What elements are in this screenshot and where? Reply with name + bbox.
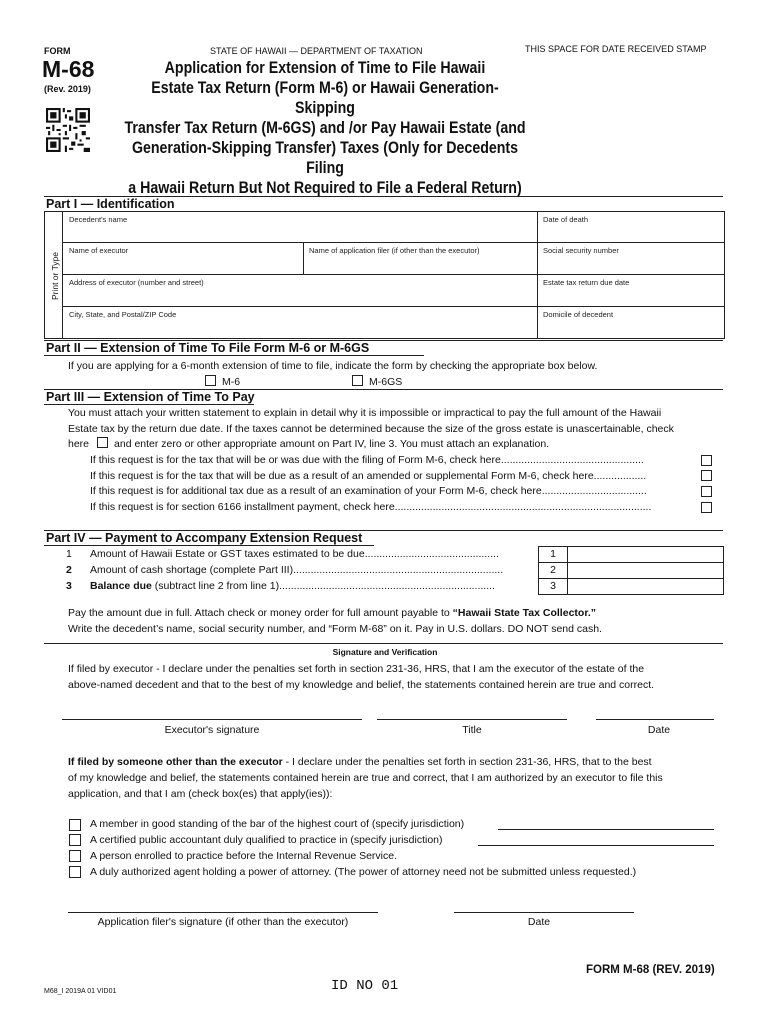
executor-signature-label: Executor's signature: [164, 724, 260, 736]
box-2-label: 2: [550, 564, 556, 576]
filer-date-line[interactable]: [454, 912, 634, 913]
footer-code: M68_I 2019A 01 VID01: [44, 988, 117, 995]
irs-enrolled-checkbox[interactable]: [69, 850, 81, 862]
box-1-label: 1: [550, 548, 556, 560]
filer-option: A duly authorized agent holding a power of attorney. (The power of attorney need not be submitted unless requested.): [90, 866, 637, 878]
part3-item: If this request is for section 6166 installment payment, check here........................................................................................: [90, 500, 652, 513]
filer-option: A person enrolled to practice before the Internal Revenue Service.: [90, 850, 398, 862]
part3-item: If this request is for the tax that will be or was due with the filing of Form M-6, check here.................................................: [90, 454, 644, 466]
here-rest-text: and enter zero or other appropriate amount on Part IV, line 3. You must attach an explanation.: [114, 438, 550, 450]
executor-signature-line[interactable]: [62, 719, 362, 720]
part3-paragraph: [68, 406, 674, 453]
m6gs-label: M-6GS: [369, 376, 403, 388]
part2-title: Part II — Extension of Time To File Form M-6 or M-6GS: [46, 341, 370, 355]
form-title: [90, 58, 560, 198]
city-state-zip-field[interactable]: City, State, and Postal/ZIP Code: [69, 310, 177, 319]
executor-decl-line: If filed by executor - I declare under the penalties set forth in section 231-36, HRS, that I am the executor of the estate of the: [68, 663, 645, 675]
form-number: M-68: [42, 56, 95, 82]
other-declaration: [68, 754, 728, 802]
box-divider: [539, 578, 567, 579]
title-line: a Hawaii Return But Not Required to File a Federal Return): [128, 179, 522, 197]
pay-line-1: [68, 607, 596, 619]
ssn-field[interactable]: Social security number: [543, 246, 619, 255]
m6-label: M-6: [222, 376, 241, 388]
executor-declaration: [68, 661, 654, 693]
title-line: Transfer Tax Return (M-6GS) and /or Pay Hawaii Estate (and: [124, 119, 526, 137]
part2-title-underline: [44, 355, 424, 356]
unascertainable-checkbox[interactable]: [97, 437, 108, 448]
filer-name-field[interactable]: Name of application filer (if other than the executor): [309, 246, 480, 255]
print-or-type-label: Print or Type: [50, 251, 60, 301]
filer-date-label: Date: [527, 916, 551, 928]
balance-due-rest: (subtract line 2 from line 1)..........................................................................: [151, 580, 495, 592]
bar-jurisdiction-line[interactable]: [498, 829, 714, 830]
filer-option: A member in good standing of the bar of the highest court of (specify jurisdiction): [90, 818, 465, 830]
cpa-checkbox[interactable]: [69, 834, 81, 846]
examination-checkbox[interactable]: [701, 486, 712, 497]
title-line: Application for Extension of Time to File Hawaii: [164, 59, 486, 77]
title-label: Title: [462, 724, 482, 736]
decedent-name-field[interactable]: Decedent's name: [69, 215, 128, 224]
line-2-text: Amount of cash shortage (complete Part III)........................................................................: [90, 564, 504, 576]
other-decl-line: application, and that I am (check box(es) that apply(ies)):: [68, 788, 333, 800]
part3-para-line: Estate tax by the return due date. If the taxes cannot be determined because the size of the gross estate is unascertainable, check: [68, 422, 674, 435]
part3-item: If this request is for additional tax due as a result of an examination of your Form M-6, check here....................................: [90, 485, 647, 497]
m6gs-checkbox[interactable]: [352, 375, 363, 386]
executor-name-field[interactable]: Name of executor: [69, 246, 129, 255]
agent-checkbox[interactable]: [69, 866, 81, 878]
col-divider: [303, 242, 304, 274]
row-divider: [62, 306, 724, 307]
row-divider: [62, 274, 724, 275]
other-decl-line: of my knowledge and belief, the statements contained herein are true and correct, that I am authorized by an executor to file this: [68, 772, 663, 784]
filer-signature-line[interactable]: [68, 912, 378, 913]
part3-item: If this request is for the tax that will be due as a result of an amended or supplemental Form M-6, check here..................: [90, 469, 647, 482]
box-3-label: 3: [550, 580, 556, 592]
pay-line-2: Write the decedent’s name, social security number, and “Form M-68” on it. Pay in U.S. dollars. DO NOT send cash.: [68, 623, 602, 635]
amount-column[interactable]: [567, 546, 724, 595]
part1-table: [44, 211, 725, 339]
row-divider: [62, 242, 724, 243]
cpa-jurisdiction-line[interactable]: [478, 845, 714, 846]
title-line: Generation-Skipping Transfer) Taxes (Only for Decedents Filing: [131, 139, 519, 177]
m6-checkbox[interactable]: [205, 375, 216, 386]
box-divider: [539, 562, 567, 563]
part3-para-line3: [68, 437, 674, 453]
stamp-space-label: THIS SPACE FOR DATE RECEIVED STAMP: [525, 44, 707, 54]
other-decl-line-1: [68, 754, 728, 770]
part4-title-underline: [44, 545, 374, 546]
here-text: here: [68, 438, 90, 450]
pay-line-1-text: Pay the amount due in full. Attach check or money order for full amount payable to: [68, 607, 453, 619]
part3-para-line: You must attach your written statement to explain in detail why it is impossible or impractical to pay the full amount of the Hawaii: [68, 407, 662, 419]
footer-form-rev: FORM M-68 (REV. 2019): [586, 964, 715, 976]
part3-title: Part III — Extension of Time To Pay: [46, 390, 255, 404]
installment-checkbox[interactable]: [701, 502, 712, 513]
amended-checkbox[interactable]: [701, 470, 712, 481]
filer-options: [90, 816, 636, 880]
domicile-field[interactable]: Domicile of decedent: [543, 310, 614, 319]
amount-divider: [567, 578, 723, 579]
executor-address-field[interactable]: Address of executor (number and street): [69, 278, 204, 287]
qr-code-icon: [46, 108, 90, 152]
col-divider: [537, 211, 538, 338]
part1-title: Part I — Identification: [46, 197, 175, 211]
line-3-num: 3: [66, 580, 72, 592]
other-decl-bold: If filed by someone other than the executor: [68, 756, 283, 768]
part2-instruction: If you are applying for a 6-month extension of time to file, indicate the form by checking the appropriate box below.: [68, 360, 598, 372]
filer-signature-label: Application filer's signature (if other than the executor): [97, 916, 349, 928]
executor-decl-line: above-named decedent and that to the best of my knowledge and belief, the statements contained herein are true and correct.: [68, 679, 655, 691]
balance-due-label: Balance due: [90, 580, 152, 592]
id-number: ID NO 01: [331, 978, 399, 994]
signature-heading: Signature and Verification: [332, 647, 438, 657]
line-box-column: [538, 546, 568, 595]
title-line: Estate Tax Return (Form M-6) or Hawaii Generation-Skipping: [151, 79, 499, 117]
line-1-text: Amount of Hawaii Estate or GST taxes estimated to be due..............................................: [90, 548, 499, 560]
line-1-num: 1: [66, 548, 72, 560]
m6-tax-checkbox[interactable]: [701, 455, 712, 466]
form-label: FORM: [44, 46, 71, 56]
due-date-field[interactable]: Estate tax return due date: [543, 278, 630, 287]
title-line[interactable]: [377, 719, 567, 720]
bar-member-checkbox[interactable]: [69, 819, 81, 831]
payee-name: “Hawaii State Tax Collector.”: [452, 607, 596, 619]
part3-title-underline: [44, 404, 254, 405]
revision: (Rev. 2019): [44, 84, 91, 94]
date-line[interactable]: [596, 719, 714, 720]
other-decl-text: - I declare under the penalties set forth in section 231-36, HRS, that to the best: [282, 756, 652, 768]
line-3-text: [90, 580, 530, 592]
part1-row-divider: [45, 211, 724, 212]
signature-rule: [44, 643, 723, 644]
line-2-num: 2: [66, 564, 72, 576]
part3-items: [90, 453, 700, 515]
date-of-death-field[interactable]: Date of death: [543, 215, 589, 224]
filer-option: A certified public accountant duly qualified to practice in (specify jurisdiction): [90, 834, 443, 846]
date-label: Date: [647, 724, 671, 736]
agency-name: STATE OF HAWAII — DEPARTMENT OF TAXATION: [210, 46, 423, 56]
part4-title: Part IV — Payment to Accompany Extension Request: [46, 531, 363, 545]
amount-divider: [567, 562, 723, 563]
